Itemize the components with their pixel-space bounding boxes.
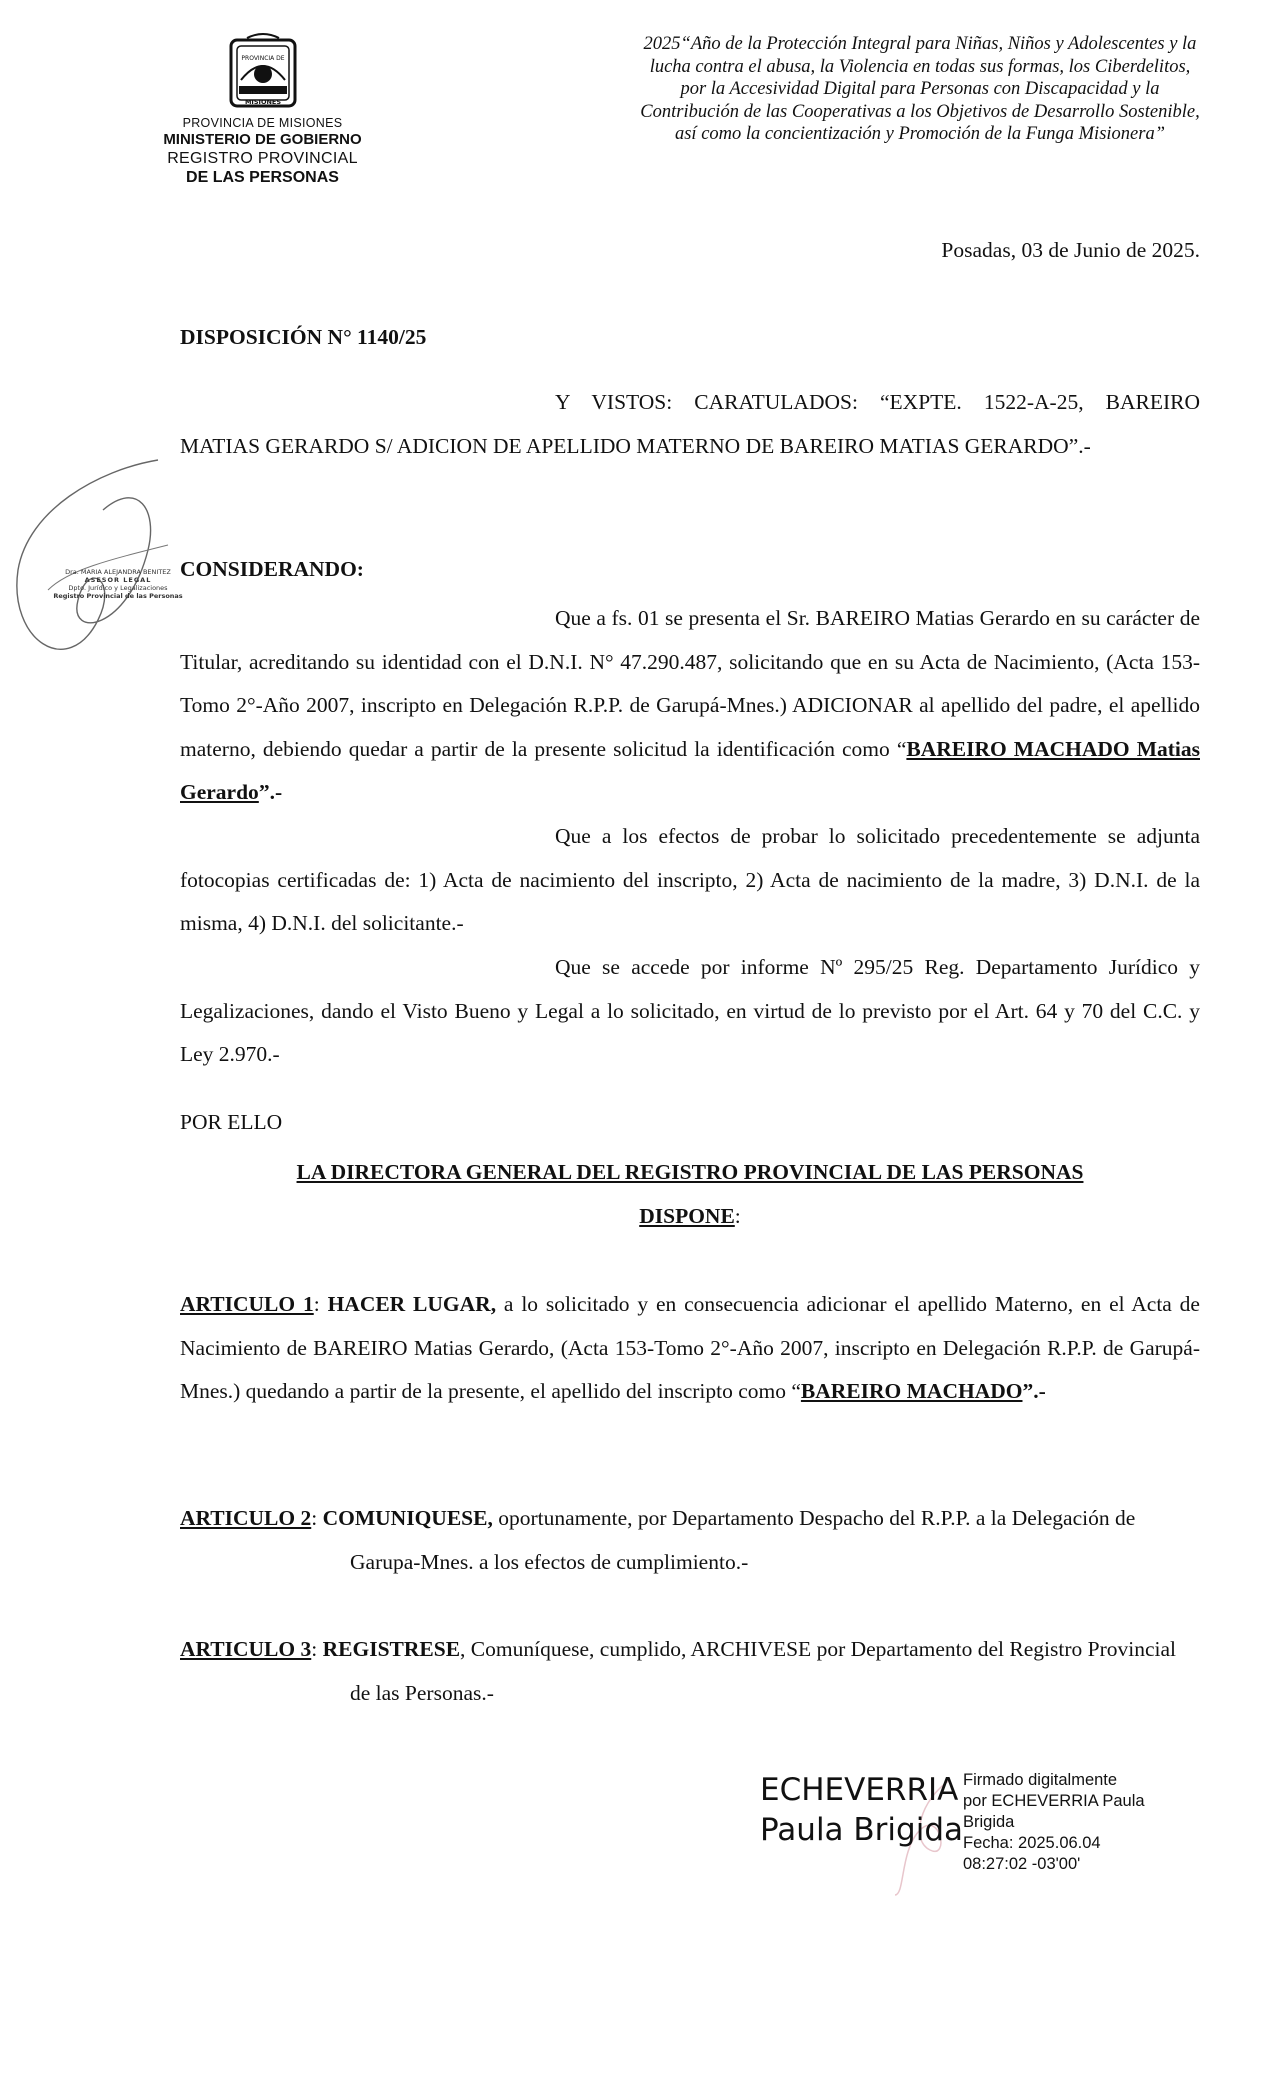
ministry-name: MINISTERIO DE GOBIERNO [163, 131, 362, 148]
articulo-3-verb: REGISTRESE [322, 1637, 461, 1661]
considerando-paragraph-1 [180, 597, 1200, 815]
signature-meta-line: Brigida [963, 1813, 1015, 1831]
disposition-title: DISPOSICIÓN N° 1140/25 [180, 325, 427, 349]
considerando-p1-end: ”.- [258, 780, 283, 804]
stamp-line-3: Dpto. Jurídico y Legalizaciones [68, 584, 168, 592]
articulo-3-label: ARTICULO 3 [180, 1637, 312, 1661]
vistos-paragraph: Y VISTOS: CARATULADOS: “EXPTE. 1522-A-25, BAREIRO MATIAS GERARDO S/ ADICION DE APELLIDO MATERNO DE BAREIRO MATIAS GERARDO”.- [180, 390, 1200, 458]
stamp-line-2: ASESOR LEGAL [84, 576, 152, 584]
document-date: Posadas, 03 de Junio de 2025. [941, 238, 1200, 262]
signer-name [760, 1770, 963, 1850]
signature-meta-line: Firmado digitalmente [963, 1771, 1118, 1789]
articulo-3: ARTICULO 3: REGISTRESE, Comuníquese, cumplido, ARCHIVESE por Departamento del Registro Provincial de las Personas.- [180, 1637, 1176, 1705]
signer-given-names: Paula Brigida [760, 1812, 963, 1848]
considerando-title: CONSIDERANDO: [180, 557, 364, 581]
provincial-seal-icon [227, 30, 299, 112]
directora-heading [180, 1150, 1200, 1238]
signature-meta-line: por ECHEVERRIA Paula [963, 1792, 1145, 1810]
stamp-line-4: Registro Provincial de las Personas [53, 592, 183, 600]
articulo-2: ARTICULO 2: COMUNIQUESE, oportunamente, por Departamento Despacho del R.P.P. a la Delegación de Garupa-Mnes. a los efectos de cumplimiento.- [180, 1506, 1136, 1574]
articulo-1-text: a lo solicitado y en consecuencia adicionar el apellido Materno, en el Acta de Nacimiento de BAREIRO Matias Gerardo, (Acta 153-Tomo 2°-Año 2007, inscripto en Delegación R.P.P. de Garupá-Mnes.) quedando a partir de la presente, el apellido del inscripto como “ [180, 1292, 1200, 1403]
signature-meta-line: 08:27:02 -03'00' [963, 1855, 1081, 1873]
registry-name: REGISTRO PROVINCIAL [167, 150, 358, 167]
articulo-2-text: oportunamente, por Departamento Despacho del R.P.P. a la Delegación de Garupa-Mnes. a los efectos de cumplimiento.- [350, 1506, 1136, 1574]
province-name: PROVINCIA DE MISIONES [182, 116, 343, 130]
signer-surname: ECHEVERRIA [760, 1772, 959, 1808]
articulo-1-label: ARTICULO 1 [180, 1292, 314, 1316]
dispone-label: DISPONE [639, 1204, 735, 1228]
dispone-colon: : [734, 1204, 741, 1228]
institution-logo [150, 30, 375, 210]
considerando-p1-text: Que a fs. 01 se presenta el Sr. BAREIRO Matias Gerardo en su carácter de Titular, acreditando su identidad con el D.N.I. N° 47.290.487, solicitando que en su Acta de Nacimiento, (Acta 153-Tomo 2°-Año 2007, inscripto en Delegación R.P.P. de Garupá-Mnes.) ADICIONAR al apellido del padre, el apellido materno, debiendo quedar a partir de la presente solicitud la identificación como “ [180, 606, 1200, 761]
por-ello: POR ELLO [180, 1110, 283, 1134]
articulo-2-verb: COMUNIQUESE, [322, 1506, 493, 1530]
considerando-paragraph-2: Que a los efectos de probar lo solicitado precedentemente se adjunta fotocopias certificadas de: 1) Acta de nacimiento del inscripto, 2) Acta de nacimiento de la madre, 3) D.N.I. de la misma, 4) D.N.I. del solicitante.- [180, 824, 1200, 935]
stamp-text [53, 568, 183, 600]
articulo-1-verb: HACER LUGAR, [327, 1292, 497, 1316]
considerando-paragraph-3: Que se accede por informe Nº 295/25 Reg. Departamento Jurídico y Legalizaciones, dando el Visto Bueno y Legal a lo solicitado, en virtud de lo previsto por el Art. 64 y 70 del C.C. y Ley 2.970.- [180, 955, 1200, 1066]
articulo-2-label: ARTICULO 2 [180, 1506, 312, 1530]
legal-advisor-stamp [8, 450, 183, 680]
new-full-name: BAREIRO MACHADO Matias Gerardo [180, 736, 1200, 804]
articulo-1-end: ”.- [1022, 1379, 1046, 1403]
directora-title: LA DIRECTORA GENERAL DEL REGISTRO PROVINCIAL DE LAS PERSONAS [296, 1160, 1084, 1184]
year-motto: 2025“Año de la Protección Integral para Niñas, Niños y Adolescentes y la lucha contra el abusa, la Violencia en todas sus formas, los Ciberdelitos, por la Accesividad Digital para Personas con Discapacidad y la Contribución de las Cooperativas a los Objetivos de Desarrollo Sostenible, así como la concientización y Promoción de la Funga Misionera” [640, 34, 1200, 144]
registry-name-line2: DE LAS PERSONAS [186, 169, 339, 186]
seal-bottom-text: MISIONES [244, 98, 281, 106]
digital-signature-info [963, 1770, 1163, 1875]
articulo-1-name: BAREIRO MACHADO [800, 1379, 1023, 1403]
articulo-3-text: , Comuníquese, cumplido, ARCHIVESE por Departamento del Registro Provincial de las Personas.- [350, 1637, 1176, 1705]
handwritten-signature-icon [8, 450, 180, 680]
signature-meta-line: Fecha: 2025.06.04 [963, 1834, 1101, 1852]
seal-top-text: PROVINCIA DE [240, 55, 285, 62]
stamp-line-1: Dra. MARIA ALEJANDRA BENITEZ [65, 568, 171, 576]
articulo-1: ARTICULO 1: HACER LUGAR, a lo solicitado y en consecuencia adicionar el apellido Materno, en el Acta de Nacimiento de BAREIRO Matias Gerardo, (Acta 153-Tomo 2°-Año 2007, inscripto en Delegación R.P.P. de Garupá-Mnes.) quedando a partir de la presente, el apellido del inscripto como “BAREIRO MACHADO”.- [180, 1292, 1200, 1403]
